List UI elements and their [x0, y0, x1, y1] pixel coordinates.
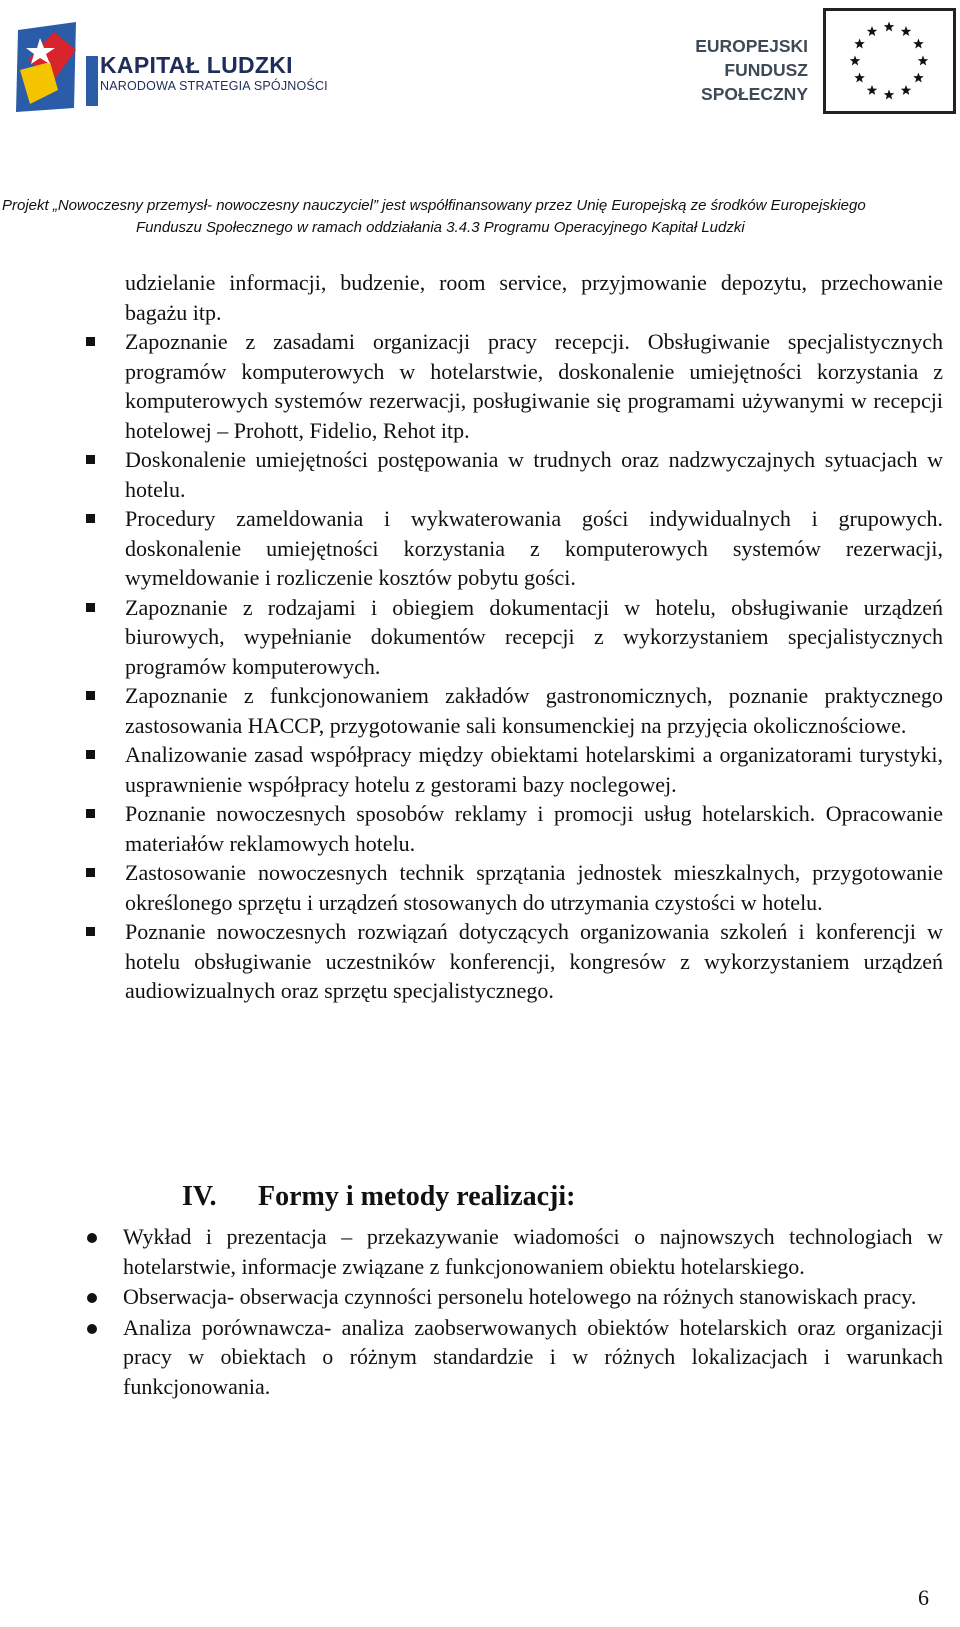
- page-header: [0, 0, 960, 130]
- square-bullet-icon: [86, 809, 95, 818]
- square-bullet-icon: [86, 750, 95, 759]
- list-item: [0, 799, 960, 858]
- efs-wordmark: [622, 34, 808, 106]
- round-bullet-icon: [87, 1324, 97, 1334]
- square-bullet-icon: [86, 514, 95, 523]
- list-item: [0, 681, 960, 740]
- efs-line-2: FUNDUSZ SPOŁECZNY: [701, 60, 808, 104]
- list-item: [0, 858, 960, 917]
- square-bullet-icon: [86, 927, 95, 936]
- list-item-text: Poznanie nowoczesnych rozwiązań dotyczących organizowania szkoleń i konferencji w hotelu obsługiwanie uczestników konferencji, kongresów z wykorzystaniem urządzeń audiowizualnych oraz sprzętu specjalistycznego.: [125, 919, 943, 1003]
- list-item-text: Analizowanie zasad współpracy między obiektami hotelarskimi a organizatorami turystyki, usprawnienie współpracy hotelu z gestorami bazy noclegowej.: [125, 742, 943, 797]
- section-heading: [182, 1181, 575, 1213]
- list-item: [0, 1313, 960, 1402]
- list-item-text: Doskonalenie umiejętności postępowania w trudnych oraz nadzwyczajnych sytuacjach w hotelu.: [125, 447, 943, 502]
- list-item: [0, 327, 960, 445]
- list-item-text: Zapoznanie z funkcjonowaniem zakładów gastronomicznych, poznanie praktycznego zastosowania HACCP, przygotowanie sali konsumenckiej na przyjęcia okolicznościowe.: [125, 683, 943, 738]
- list-item-text: Procedury zameldowania i wykwaterowania gości indywidualnych i grupowych. doskonalenie umiejętności korzystania z komputerowych systemów rezerwacji, wymeldowanie i rozliczenie kosztów pobytu gości.: [125, 506, 943, 590]
- page-number: 6: [918, 1585, 929, 1610]
- list-item-text: Analiza porównawcza- analiza zaobserwowanych obiektów hotelarskich oraz organizacji pracy w obiektach o różnym standardzie i w różnych lokalizacjach i warunkach funkcjonowania.: [123, 1314, 943, 1399]
- section-title: Formy i metody realizacji:: [258, 1181, 576, 1212]
- project-note-line-1: Projekt „Nowoczesny przemysł- nowoczesny nauczyciel” jest współfinansowany przez Unię Europejską ze środków Europejskiego: [2, 197, 866, 214]
- eu-flag-logo: [823, 8, 956, 114]
- continuation-paragraph: udzielanie informacji, budzenie, room service, przyjmowanie depozytu, przechowanie bagażu itp.: [125, 270, 943, 325]
- round-bullet-icon: [87, 1233, 97, 1243]
- program-content: [0, 268, 960, 1006]
- list-item: [0, 740, 960, 799]
- list-item: [0, 593, 960, 682]
- square-bullet-icon: [86, 455, 95, 464]
- list-item-text: Obserwacja- obserwacja czynności personelu hotelowego na różnych stanowiskach pracy.: [123, 1284, 917, 1309]
- square-bullet-icon: [86, 868, 95, 877]
- efs-line-1: EUROPEJSKI: [695, 36, 808, 56]
- list-item-text: Zapoznanie z zasadami organizacji pracy recepcji. Obsługiwanie specjalistycznych programów komputerowych w hotelarstwie, doskonalenie umiejętności korzystania z komputerowych systemów rezerwacji, posługiwanie się programami używanymi w recepcji hotelowej – Prohott, Fidelio, Rehot itp.: [125, 329, 943, 443]
- list-item: [0, 504, 960, 593]
- list-item: [0, 1282, 960, 1312]
- methods-list: [0, 1222, 960, 1402]
- list-item: [0, 1222, 960, 1281]
- kapital-ludzki-title: KAPITAŁ LUDZKI: [100, 52, 293, 78]
- list-item-text: Zapoznanie z rodzajami i obiegiem dokumentacji w hotelu, obsługiwanie urządzeń biurowych, wypełnianie dokumentów recepcji z wykorzystaniem specjalistycznych programów komputerowych.: [125, 594, 943, 679]
- list-item-text: Zastosowanie nowoczesnych technik sprzątania jednostek mieszkalnych, przygotowanie określonego sprzętu i urządzeń stosowanych do utrzymania czystości w hotelu.: [125, 860, 943, 915]
- kapital-ludzki-subtitle: NARODOWA STRATEGIA SPÓJNOŚCI: [100, 79, 328, 93]
- list-item-text: Poznanie nowoczesnych sposobów reklamy i promocji usług hotelarskich. Opracowanie materiałów reklamowych hotelu.: [125, 801, 943, 856]
- list-item: [0, 917, 960, 1006]
- list-item: [0, 445, 960, 504]
- square-bullet-icon: [86, 603, 95, 612]
- square-bullet-icon: [86, 337, 95, 346]
- project-note-line-2: Funduszu Społecznego w ramach oddziałania 3.4.3 Programu Operacyjnego Kapitał Ludzki: [136, 219, 745, 236]
- list-item-text: Wykład i prezentacja – przekazywanie wiadomości o najnowszych technologiach w hotelarstwie, informacje związane z funkcjonowaniem obiektu hotelarskiego.: [123, 1224, 943, 1279]
- kapital-ludzki-wordmark: [100, 52, 328, 94]
- square-bullet-icon: [86, 691, 95, 700]
- section-number: IV.: [182, 1181, 217, 1212]
- round-bullet-icon: [87, 1293, 97, 1303]
